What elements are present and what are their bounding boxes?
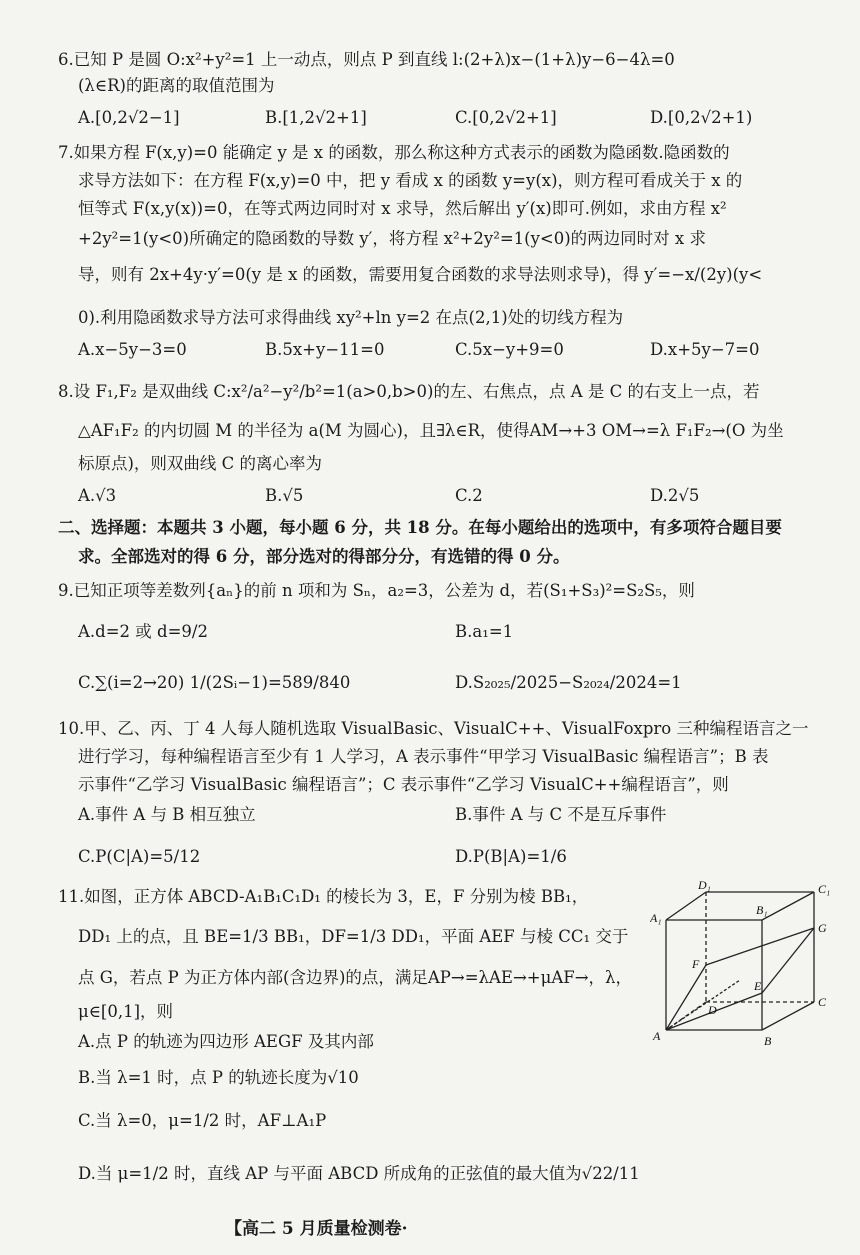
q11-line1: 11.如图，正方体 ABCD-A₁B₁C₁D₁ 的棱长为 3，E，F 分别为棱 BB₁， xyxy=(58,887,589,906)
label-b1: B₁ xyxy=(756,903,768,917)
label-f: F xyxy=(692,957,700,971)
q8-line2: △AF₁F₂ 的内切圆 M 的半径为 a(M 为圆心)，且∃λ∈R，使得AM→+3 OM→=λ F₁F₂→(O 为坐 xyxy=(78,421,784,440)
q7-line4: +2y²=1(y<0)所确定的隐函数的导数 y′，将方程 x²+2y²=1(y<0)的两边同时对 x 求 xyxy=(78,229,706,248)
label-b: B xyxy=(764,1034,772,1048)
q6-option-d: D.[0,2√2+1) xyxy=(650,108,753,127)
q9-option-d: D.S₂₀₂₅/2025−S₂₀₂₄/2024=1 xyxy=(455,673,682,692)
q7-option-b: B.5x+y−11=0 xyxy=(265,340,385,359)
q8-option-d: D.2√5 xyxy=(650,486,700,505)
q11-option-b: B.当 λ=1 时，点 P 的轨迹长度为√10 xyxy=(78,1068,359,1087)
q9-line1: 9.已知正项等差数列{aₙ}的前 n 项和为 Sₙ，a₂=3，公差为 d，若(S₁+S₃)²=S₂S₅，则 xyxy=(58,581,695,600)
q11-line3: 点 G，若点 P 为正方体内部(含边界)的点，满足AP→=λAE→+μAF→，λ， xyxy=(78,968,632,987)
q11-line2: DD₁ 上的点，且 BE=1/3 BB₁，DF=1/3 DD₁，平面 AEF 与棱 CC₁ 交于 xyxy=(78,927,629,946)
q10-line2: 进行学习，每种编程语言至少有 1 人学习，A 表示事件“甲学习 VisualBasic 编程语言”；B 表 xyxy=(78,747,769,766)
q9-option-a: A.d=2 或 d=9/2 xyxy=(78,622,208,641)
segment-af xyxy=(666,965,706,1030)
q7-line2: 求导方法如下：在方程 F(x,y)=0 中，把 y 看成 x 的函数 y=y(x)，则方程可看成关于 x 的 xyxy=(78,171,743,190)
label-d: D xyxy=(708,1003,717,1017)
q11-option-c: C.当 λ=0，μ=1/2 时，AF⊥A₁P xyxy=(78,1111,327,1130)
q11-option-a: A.点 P 的轨迹为四边形 AEGF 及其内部 xyxy=(78,1032,374,1051)
q6-option-b: B.[1,2√2+1] xyxy=(265,108,367,127)
label-d1: D₁ xyxy=(698,880,711,892)
q6-option-c: C.[0,2√2+1] xyxy=(455,108,557,127)
label-g: G xyxy=(818,921,827,935)
q8-line3: 标原点)，则双曲线 C 的离心率为 xyxy=(78,454,323,473)
section2-line1: 二、选择题：本题共 3 小题，每小题 6 分，共 18 分。在每小题给出的选项中，有多项符合题目要 xyxy=(58,518,782,537)
footer-label: 【高二 5 月质量检测卷· xyxy=(225,1219,408,1239)
q11-line4: μ∈[0,1]，则 xyxy=(78,1002,174,1021)
q8-option-b: B.√5 xyxy=(265,486,304,505)
label-a1: A₁ xyxy=(650,911,662,925)
q7-option-a: A.x−5y−3=0 xyxy=(78,340,187,359)
segment-eg xyxy=(762,928,814,993)
q7-option-d: D.x+5y−7=0 xyxy=(650,340,760,359)
q10-option-d: D.P(B|A)=1/6 xyxy=(455,847,567,866)
q8-option-a: A.√3 xyxy=(78,486,117,505)
q9-option-c: C.∑(i=2→20) 1/(2Sᵢ−1)=589/840 xyxy=(78,673,351,692)
label-c1: C₁ xyxy=(818,882,831,896)
q10-line1: 10.甲、乙、丙、丁 4 人每人随机选取 VisualBasic、VisualC++、VisualFoxpro 三种编程语言之一 xyxy=(58,719,809,738)
q11-option-d: D.当 μ=1/2 时，直线 AP 与平面 ABCD 所成角的正弦值的最大值为√22/11 xyxy=(78,1164,640,1183)
edge-cb xyxy=(762,1002,814,1030)
segment-fg xyxy=(706,928,814,965)
q7-line6: 0).利用隐函数求导方法可求得曲线 xy²+ln y=2 在点(2,1)处的切线方程为 xyxy=(78,308,624,327)
q7-line3: 恒等式 F(x,y(x))=0，在等式两边同时对 x 求导，然后解出 y′(x)即可.例如，求由方程 x² xyxy=(78,199,727,218)
label-a: A xyxy=(653,1029,661,1043)
q7-line1: 7.如果方程 F(x,y)=0 能确定 y 是 x 的函数，那么称这种方式表示的函数为隐函数.隐函数的 xyxy=(58,143,730,162)
q10-option-b: B.事件 A 与 C 不是互斥事件 xyxy=(455,805,667,824)
edge-a1d1 xyxy=(666,892,706,920)
label-e: E xyxy=(754,979,762,993)
q6-option-a: A.[0,2√2−1] xyxy=(78,108,180,127)
q6-line2: (λ∈R)的距离的取值范围为 xyxy=(78,76,275,95)
q8-line1: 8.设 F₁,F₂ 是双曲线 C:x²/a²−y²/b²=1(a>0,b>0)的左、右焦点，点 A 是 C 的右支上一点，若 xyxy=(58,382,760,401)
q10-option-c: C.P(C|A)=5/12 xyxy=(78,847,201,866)
q9-option-b: B.a₁=1 xyxy=(455,622,514,641)
q7-line5: 导，则有 2x+4y·y′=0(y 是 x 的函数，需要用复合函数的求导法则求导)，得 y′=−x/(2y)(y< xyxy=(78,265,763,284)
cube-diagram xyxy=(650,880,842,1050)
q8-option-c: C.2 xyxy=(455,486,483,505)
q6-line1: 6.已知 P 是圆 O:x²+y²=1 上一动点，则点 P 到直线 l:(2+λ)x−(1+λ)y−6−4λ=0 xyxy=(58,50,675,69)
q10-line3: 示事件“乙学习 VisualBasic 编程语言”；C 表示事件“乙学习 VisualC++编程语言”，则 xyxy=(78,775,729,794)
edge-c1b1 xyxy=(762,892,814,920)
section2-line2: 求。全部选对的得 6 分，部分选对的得部分分，有选错的得 0 分。 xyxy=(78,547,570,566)
label-c: C xyxy=(818,995,827,1009)
q7-option-c: C.5x−y+9=0 xyxy=(455,340,564,359)
q10-option-a: A.事件 A 与 B 相互独立 xyxy=(78,805,256,824)
